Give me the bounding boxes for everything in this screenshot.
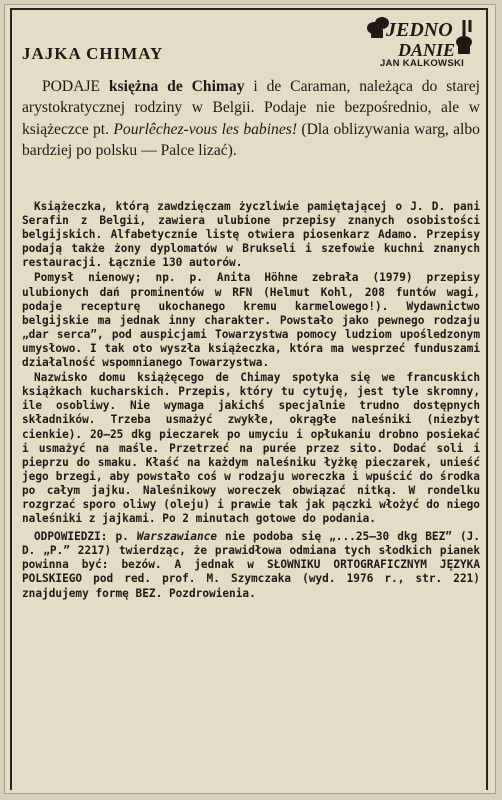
- article-body: [22, 200, 480, 602]
- reply-addressee: Warszawiance: [136, 530, 217, 544]
- reply-paragraph: [22, 530, 480, 600]
- paragraph-1: Książeczka, którą zawdzięczam życzliwie pamiętającej o J. D. pani Serafin z Belgii, zawiera ulubione przepisy znanych osobistości belgijskich. Alfabetycznie listę otwiera piosenkarz Adamo. Przepisy podają także żony dyplomatów w Brukseli i szefowie kuchni znanych restauracji. Łącznie 130 autorów.: [22, 200, 480, 270]
- reply-text-2: nie podoba się „...25—30 dkg BEZ” (J. D. „P.” 2217) twierdząc, że prawidłowa odmiana tych słodkich pianek powinna być: bezów. A jednak w SŁOWNIKU ORTOGRAFICZNYM JĘZYKA POLSKIEGO pod red. prof. M. Szymczaka (wyd. 1976 r., str. 221) znajdujemy formę BEZ. Pozdrowienia.: [22, 530, 481, 600]
- reply-text-1: p.: [107, 530, 137, 544]
- lead-text-bold: księżna de Chimay: [108, 78, 245, 95]
- lead-paragraph: [22, 76, 480, 161]
- lead-text-1: PODAJE: [42, 78, 109, 95]
- lead-book-title: Pourlêchez-vous les babines!: [113, 120, 298, 138]
- fork-spoon-icon: [464, 20, 470, 38]
- author-name: JAN KALKOWSKI: [379, 58, 465, 69]
- article-title: JAJKA CHIMAY: [22, 44, 164, 63]
- logo-line2: DANIE: [398, 40, 456, 60]
- paragraph-2: Pomysł nienowy; np. p. Anita Höhne zebrała (1979) przepisy ulubionych dań prominentów w RFN (Helmut Kohl, 208 funtów wagi, podaje recepturę ukochanego kremu karmelowego!). Wydawnictwo belgijskie ma jednak inny charakter. Powstało jako pewnego rodzaju „dar serca”, pod auspicjami Towarzystwa pomocy ludziom upośledzonym umysłowo. I tak oto wyszła książeczka, która ma wesprzeć funduszami działalność wspomnianego Towarzystwa.: [22, 271, 480, 370]
- logo-line1: JEDNO: [386, 19, 453, 41]
- lead-text-3: i de Caraman, należąca do starej arystokratycznej rodziny w Belgii. Podaje nie bezpośrednio, ale w książeczce pt.: [22, 78, 480, 138]
- reply-label: ODPOWIEDZI:: [34, 530, 108, 544]
- paragraph-3: Nazwisko domu książęcego de Chimay spotyka się we francuskich książkach kucharskich. Przepis, który tu cytuję, jest tyle skromny, ile osobliwy. Nie wymaga jakichś specjalnie trudno dostępnych składników. Trzeba usmażyć zwykłe, okrągłe naleśniki (niezbyt cienkie). 20—25 dkg pieczarek po umyciu i opłukaniu drobno posiekać i usmażyć na maśle. Przetrzeć na purée przez sito. Dodać soli i pieprzu do smaku. Kłaść na każdym naleśniku łyżkę pieczarek, unieść jego brzegi, aby powstało coś w rodzaju woreczka i wpuścić do środka po całym jajku. Naleśnikowy woreczek obwiązać nitką. W rondelku rozgrzać sporo oliwy (oleju) i prawie tak jak pączki włożyć do niego naleśniki z jajkami. Po 2 minutach gotowe do podania.: [22, 371, 480, 526]
- lead-text-5: (Dla oblizywania warg, albo bardziej po polsku — Palce lizać).: [22, 120, 480, 159]
